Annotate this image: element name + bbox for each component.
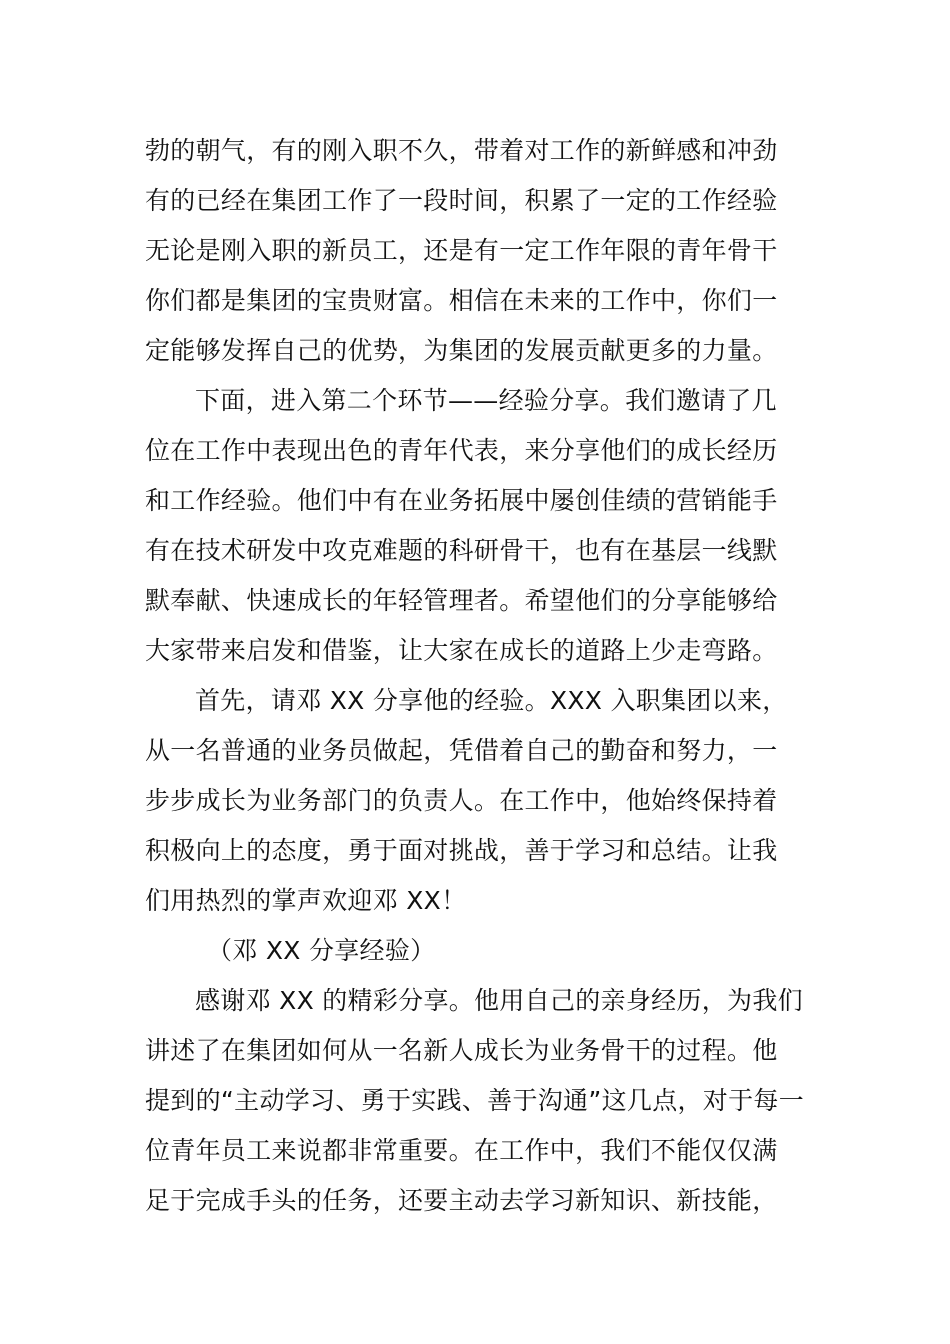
text-line: 大家带来启发和借鉴，让大家在成长的道路上少走弯路。 — [145, 636, 778, 665]
text-line: 位青年员工来说都非常重要。在工作中，我们不能仅仅满 — [145, 1136, 778, 1165]
text-line: 提到的“主动学习、勇于实践、善于沟通”这几点，对于每一 — [145, 1086, 805, 1115]
text-line: 首先，请邓 XX 分享他的经验。XXX 入职集团以来， — [195, 686, 788, 715]
text-line: 定能够发挥自己的优势，为集团的发展贡献更多的力量。 — [145, 336, 778, 365]
text-line: 有在技术研发中攻克难题的科研骨干，也有在基层一线默 — [145, 536, 778, 565]
text-line: 和工作经验。他们中有在业务拓展中屡创佳绩的营销能手 — [145, 486, 778, 515]
text-line: 讲述了在集团如何从一名新人成长为业务骨干的过程。他 — [145, 1036, 778, 1065]
text-line: 感谢邓 XX 的精彩分享。他用自己的亲身经历，为我们 — [195, 986, 803, 1015]
text-line: 勃的朝气，有的刚入职不久，带着对工作的新鲜感和冲劲 — [145, 136, 778, 165]
text-line: 积极向上的态度，勇于面对挑战，善于学习和总结。让我 — [145, 836, 778, 865]
text-line: 步步成长为业务部门的负责人。在工作中，他始终保持着 — [145, 786, 778, 815]
text-line: 有的已经在集团工作了一段时间，积累了一定的工作经验 — [145, 186, 778, 215]
text-line: 默奉献、快速成长的年轻管理者。希望他们的分享能够给 — [145, 586, 778, 615]
text-line: 足于完成手头的任务，还要主动去学习新知识、新技能， — [145, 1186, 778, 1215]
text-line: （邓 XX 分享经验） — [207, 936, 436, 965]
text-line: 你们都是集团的宝贵财富。相信在未来的工作中，你们一 — [145, 286, 778, 315]
text-line: 位在工作中表现出色的青年代表，来分享他们的成长经历 — [145, 436, 778, 465]
text-line: 们用热烈的掌声欢迎邓 XX！ — [145, 886, 467, 915]
text-line: 下面，进入第二个环节——经验分享。我们邀请了几 — [195, 386, 777, 415]
text-line: 无论是刚入职的新员工，还是有一定工作年限的青年骨干 — [145, 236, 778, 265]
body-text — [145, 126, 809, 1226]
text-line: 从一名普通的业务员做起，凭借着自己的勤奋和努力，一 — [145, 736, 778, 765]
